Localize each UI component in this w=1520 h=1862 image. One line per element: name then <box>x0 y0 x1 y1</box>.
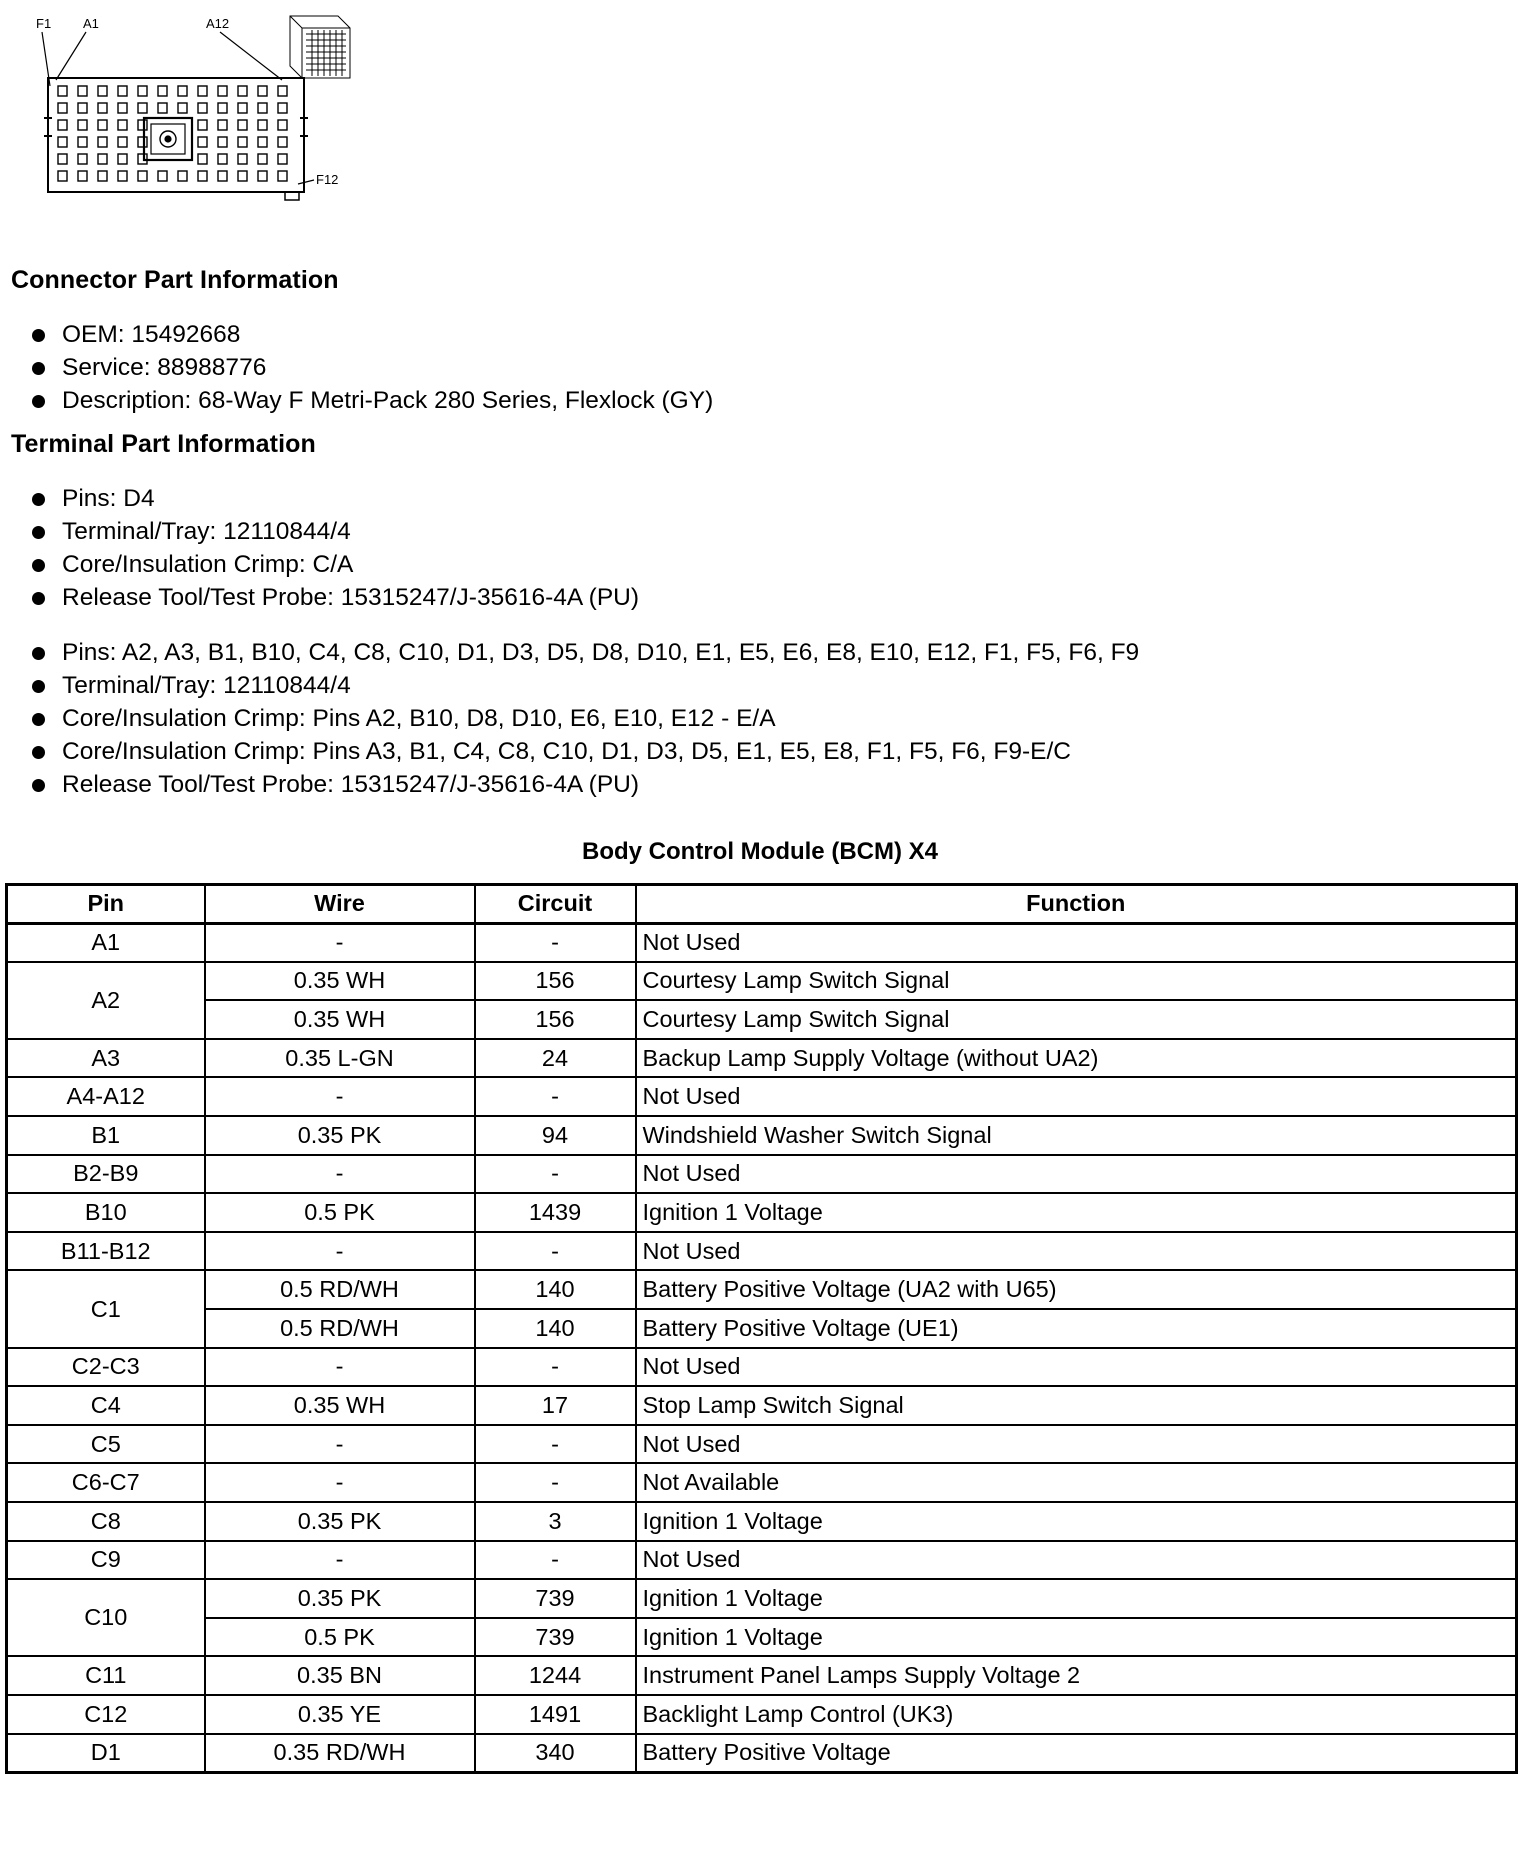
cavity <box>78 171 87 181</box>
cavity <box>198 120 207 130</box>
table-row <box>7 1116 1517 1155</box>
cavity <box>98 120 107 130</box>
cavity <box>118 86 127 96</box>
list-item <box>24 636 1139 669</box>
cell-circuit: - <box>475 923 636 962</box>
cavity <box>258 154 267 164</box>
cavity <box>278 154 287 164</box>
table-row <box>7 1734 1517 1773</box>
cell-circuit: 140 <box>475 1270 636 1309</box>
cell-wire: 0.35 PK <box>205 1579 475 1618</box>
list-item-text: Release Tool/Test Probe: 15315247/J-35616-4A (PU) <box>62 771 640 798</box>
cell-circuit: 17 <box>475 1386 636 1425</box>
cell-wire: - <box>205 1541 475 1580</box>
connector-info-list <box>24 318 713 417</box>
list-item-text: Pins: D4 <box>62 485 155 512</box>
table-row <box>7 1000 1517 1039</box>
cell-wire: 0.35 WH <box>205 1000 475 1039</box>
cell-wire: 0.35 PK <box>205 1116 475 1155</box>
cavity <box>98 154 107 164</box>
cell-circuit: 94 <box>475 1116 636 1155</box>
cell-function: Courtesy Lamp Switch Signal <box>636 1000 1517 1039</box>
cell-pin: C9 <box>7 1541 205 1580</box>
cavity <box>98 103 107 113</box>
cell-function: Not Used <box>636 1425 1517 1464</box>
cell-function: Windshield Washer Switch Signal <box>636 1116 1517 1155</box>
cell-function: Backlight Lamp Control (UK3) <box>636 1695 1517 1734</box>
cavity <box>238 171 247 181</box>
cell-pin: B11-B12 <box>7 1232 205 1271</box>
label-f12: F12 <box>316 172 339 187</box>
cell-wire: 0.35 YE <box>205 1695 475 1734</box>
list-item <box>24 702 1139 735</box>
cell-pin: A2 <box>7 962 205 1039</box>
list-item-text: Terminal/Tray: 12110844/4 <box>62 672 351 699</box>
table-row <box>7 1386 1517 1425</box>
list-item-text: OEM: 15492668 <box>62 321 241 348</box>
table-row <box>7 1463 1517 1502</box>
cell-pin: B2-B9 <box>7 1155 205 1194</box>
cell-wire: 0.35 WH <box>205 962 475 1001</box>
cell-wire: 0.5 RD/WH <box>205 1309 475 1348</box>
cell-circuit: - <box>475 1348 636 1387</box>
pinout-table <box>5 883 1518 1774</box>
cell-wire: - <box>205 1155 475 1194</box>
cell-circuit: - <box>475 1077 636 1116</box>
cavity <box>138 86 147 96</box>
cell-circuit: 1439 <box>475 1193 636 1232</box>
cavity <box>78 103 87 113</box>
cell-function: Courtesy Lamp Switch Signal <box>636 962 1517 1001</box>
cavity <box>158 171 167 181</box>
header-circuit: Circuit <box>475 885 636 924</box>
header-wire: Wire <box>205 885 475 924</box>
cell-pin: C5 <box>7 1425 205 1464</box>
cavity <box>118 120 127 130</box>
cell-function: Backup Lamp Supply Voltage (without UA2) <box>636 1039 1517 1078</box>
cavity <box>78 154 87 164</box>
cell-circuit: 156 <box>475 1000 636 1039</box>
cavity <box>178 171 187 181</box>
cavity <box>178 86 187 96</box>
list-item <box>24 768 1139 801</box>
cell-circuit: 140 <box>475 1309 636 1348</box>
cell-circuit: - <box>475 1463 636 1502</box>
table-row <box>7 1618 1517 1657</box>
cell-pin: B1 <box>7 1116 205 1155</box>
cell-circuit: 739 <box>475 1618 636 1657</box>
cavity <box>198 86 207 96</box>
list-item-text: Service: 88988776 <box>62 354 267 381</box>
list-item-text: Core/Insulation Crimp: Pins A2, B10, D8, D10, E6, E10, E12 - E/A <box>62 705 776 732</box>
cell-circuit: - <box>475 1232 636 1271</box>
cell-pin: B10 <box>7 1193 205 1232</box>
cell-pin: C12 <box>7 1695 205 1734</box>
cavity <box>218 171 227 181</box>
cell-pin: C2-C3 <box>7 1348 205 1387</box>
cavity <box>158 86 167 96</box>
cell-pin: C4 <box>7 1386 205 1425</box>
bullet-icon <box>32 779 45 792</box>
header-pin: Pin <box>7 885 205 924</box>
cavity <box>138 137 147 147</box>
bullet-icon <box>32 362 45 375</box>
bullet-icon <box>32 592 45 605</box>
bullet-icon <box>32 493 45 506</box>
cavity <box>58 103 67 113</box>
cavity <box>218 103 227 113</box>
bullet-icon <box>32 559 45 572</box>
cavity <box>158 103 167 113</box>
table-row <box>7 1502 1517 1541</box>
cavity <box>98 171 107 181</box>
cell-pin: A3 <box>7 1039 205 1078</box>
bullet-icon <box>32 395 45 408</box>
bullet-icon <box>32 746 45 759</box>
cell-pin: C6-C7 <box>7 1463 205 1502</box>
list-item-text: Release Tool/Test Probe: 15315247/J-35616-4A (PU) <box>62 584 640 611</box>
cell-wire: - <box>205 1463 475 1502</box>
cell-function: Not Available <box>636 1463 1517 1502</box>
cell-function: Ignition 1 Voltage <box>636 1502 1517 1541</box>
bullet-icon <box>32 647 45 660</box>
cavity <box>238 120 247 130</box>
table-row <box>7 1155 1517 1194</box>
cell-pin: A4-A12 <box>7 1077 205 1116</box>
cell-wire: - <box>205 1077 475 1116</box>
bullet-icon <box>32 526 45 539</box>
table-title: Body Control Module (BCM) X4 <box>582 838 938 865</box>
cell-pin: C1 <box>7 1270 205 1347</box>
cell-pin: C11 <box>7 1656 205 1695</box>
cell-function: Ignition 1 Voltage <box>636 1618 1517 1657</box>
table-row <box>7 1425 1517 1464</box>
cavity <box>218 120 227 130</box>
cell-function: Battery Positive Voltage (UA2 with U65) <box>636 1270 1517 1309</box>
cell-pin: D1 <box>7 1734 205 1773</box>
bullet-icon <box>32 680 45 693</box>
cell-function: Instrument Panel Lamps Supply Voltage 2 <box>636 1656 1517 1695</box>
cavity <box>258 171 267 181</box>
cell-circuit: 1491 <box>475 1695 636 1734</box>
cell-circuit: - <box>475 1541 636 1580</box>
table-row <box>7 1348 1517 1387</box>
cavity <box>198 171 207 181</box>
table-body <box>7 923 1517 1772</box>
table-row <box>7 1541 1517 1580</box>
cavity <box>138 171 147 181</box>
cell-circuit: - <box>475 1425 636 1464</box>
cell-wire: 0.35 RD/WH <box>205 1734 475 1773</box>
terminal-info-list-2 <box>24 636 1139 801</box>
cavity <box>218 86 227 96</box>
cell-function: Stop Lamp Switch Signal <box>636 1386 1517 1425</box>
cell-wire: 0.5 RD/WH <box>205 1270 475 1309</box>
cell-wire: 0.35 BN <box>205 1656 475 1695</box>
connector-face-diagram <box>20 8 360 218</box>
cavity <box>98 137 107 147</box>
cavity <box>198 103 207 113</box>
cavity <box>218 154 227 164</box>
cell-wire: - <box>205 1425 475 1464</box>
cavity <box>58 154 67 164</box>
list-item <box>24 351 713 384</box>
cavity <box>278 103 287 113</box>
cell-function: Battery Positive Voltage (UE1) <box>636 1309 1517 1348</box>
label-a12: A12 <box>206 16 230 31</box>
connector-info-title: Connector Part Information <box>11 266 339 294</box>
cavity <box>78 137 87 147</box>
cell-circuit: 156 <box>475 962 636 1001</box>
cell-function: Battery Positive Voltage <box>636 1734 1517 1773</box>
table-row <box>7 1077 1517 1116</box>
list-item-text: Terminal/Tray: 12110844/4 <box>62 518 351 545</box>
table-row <box>7 1579 1517 1618</box>
table-row <box>7 1193 1517 1232</box>
cavity <box>138 103 147 113</box>
cavity <box>58 171 67 181</box>
table-header-row <box>7 885 1517 924</box>
table-row <box>7 1309 1517 1348</box>
table-row <box>7 1270 1517 1309</box>
list-item <box>24 482 639 515</box>
cavity <box>258 103 267 113</box>
bullet-icon <box>32 713 45 726</box>
list-item <box>24 384 713 417</box>
bullet-icon <box>32 329 45 342</box>
cell-wire: - <box>205 1232 475 1271</box>
header-function: Function <box>636 885 1517 924</box>
cavity <box>278 120 287 130</box>
cavity <box>98 86 107 96</box>
cell-circuit: 24 <box>475 1039 636 1078</box>
list-item <box>24 669 1139 702</box>
list-item <box>24 515 639 548</box>
cell-function: Not Used <box>636 1155 1517 1194</box>
cell-circuit: 3 <box>475 1502 636 1541</box>
cell-pin: A1 <box>7 923 205 962</box>
cell-function: Not Used <box>636 923 1517 962</box>
cavity <box>238 103 247 113</box>
cell-function: Not Used <box>636 1077 1517 1116</box>
cavity <box>258 120 267 130</box>
cavity <box>78 120 87 130</box>
cavity <box>278 171 287 181</box>
list-item <box>24 735 1139 768</box>
table-row <box>7 1656 1517 1695</box>
list-item-text: Pins: A2, A3, B1, B10, C4, C8, C10, D1, D3, D5, D8, D10, E1, E5, E6, E8, E10, E12, F1, F5, F6, F9 <box>62 639 1140 666</box>
cavity <box>278 137 287 147</box>
cell-function: Ignition 1 Voltage <box>636 1579 1517 1618</box>
cell-wire: - <box>205 923 475 962</box>
cell-wire: 0.5 PK <box>205 1618 475 1657</box>
cell-circuit: 340 <box>475 1734 636 1773</box>
list-item-text: Core/Insulation Crimp: Pins A3, B1, C4, C8, C10, D1, D3, D5, E1, E5, E8, F1, F5, F6, F9-E/C <box>62 738 1071 765</box>
cell-wire: 0.5 PK <box>205 1193 475 1232</box>
cell-function: Not Used <box>636 1541 1517 1580</box>
cell-pin: C10 <box>7 1579 205 1656</box>
terminal-info-list-1 <box>24 482 639 614</box>
table-row <box>7 1232 1517 1271</box>
table-row <box>7 1695 1517 1734</box>
cell-function: Not Used <box>636 1232 1517 1271</box>
cavity <box>58 137 67 147</box>
cell-function: Not Used <box>636 1348 1517 1387</box>
list-item <box>24 548 639 581</box>
cavity <box>218 137 227 147</box>
cavity <box>118 103 127 113</box>
cavity <box>198 154 207 164</box>
cavity <box>198 137 207 147</box>
label-a1: A1 <box>83 16 99 31</box>
table-row <box>7 1039 1517 1078</box>
cavity <box>258 137 267 147</box>
cavity <box>118 137 127 147</box>
cell-circuit: 739 <box>475 1579 636 1618</box>
cell-circuit: - <box>475 1155 636 1194</box>
cavity <box>178 103 187 113</box>
list-item-text: Description: 68-Way F Metri-Pack 280 Series, Flexlock (GY) <box>62 387 714 414</box>
cavity <box>238 154 247 164</box>
cell-pin: C8 <box>7 1502 205 1541</box>
cell-wire: 0.35 PK <box>205 1502 475 1541</box>
cavity <box>258 86 267 96</box>
label-f1: F1 <box>36 16 52 31</box>
cell-function: Ignition 1 Voltage <box>636 1193 1517 1232</box>
cavity <box>138 120 147 130</box>
cell-wire: - <box>205 1348 475 1387</box>
cavity <box>118 171 127 181</box>
cell-circuit: 1244 <box>475 1656 636 1695</box>
cavity <box>58 86 67 96</box>
table-row <box>7 962 1517 1001</box>
list-item-text: Core/Insulation Crimp: C/A <box>62 551 354 578</box>
cavity <box>238 137 247 147</box>
cavity <box>278 86 287 96</box>
cavity <box>58 120 67 130</box>
list-item <box>24 581 639 614</box>
cavity <box>238 86 247 96</box>
table-row <box>7 923 1517 962</box>
list-item <box>24 318 713 351</box>
cavity <box>78 86 87 96</box>
cell-wire: 0.35 WH <box>205 1386 475 1425</box>
cavity <box>118 154 127 164</box>
cell-wire: 0.35 L-GN <box>205 1039 475 1078</box>
terminal-info-title: Terminal Part Information <box>11 430 316 458</box>
